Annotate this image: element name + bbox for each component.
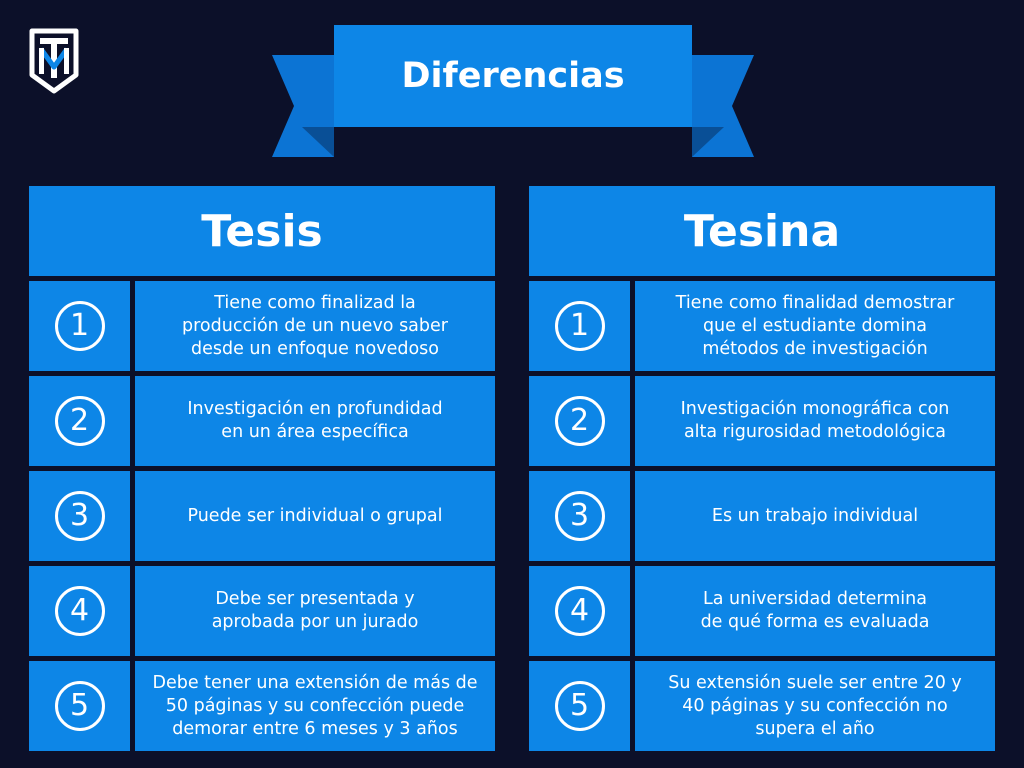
- list-item: [29, 566, 495, 656]
- number-badge: 5: [555, 681, 605, 731]
- list-item: [529, 566, 995, 656]
- item-text: Es un trabajo individual: [635, 471, 995, 561]
- list-item: [29, 281, 495, 371]
- list-item: [529, 376, 995, 466]
- item-text: Tiene como finalizad la producción de un nuevo saber desde un enfoque novedoso: [135, 281, 495, 371]
- number-badge: 3: [55, 491, 105, 541]
- tesina-column: [529, 186, 995, 739]
- number-badge: 2: [555, 396, 605, 446]
- title-ribbon: [272, 25, 754, 157]
- number-badge: 3: [555, 491, 605, 541]
- number-badge: 4: [55, 586, 105, 636]
- list-item: [29, 661, 495, 751]
- list-item: [29, 471, 495, 561]
- number-cell: [529, 281, 630, 371]
- number-cell: [529, 661, 630, 751]
- item-text: Debe ser presentada y aprobada por un jurado: [135, 566, 495, 656]
- list-item: [529, 281, 995, 371]
- column-header: Tesis: [29, 186, 495, 276]
- list-item: [529, 471, 995, 561]
- number-cell: [529, 566, 630, 656]
- number-badge: 1: [55, 301, 105, 351]
- item-text: Investigación en profundidad en un área específica: [135, 376, 495, 466]
- item-text: Tiene como finalidad demostrar que el estudiante domina métodos de investigación: [635, 281, 995, 371]
- number-badge: 4: [555, 586, 605, 636]
- column-header: Tesina: [529, 186, 995, 276]
- number-badge: 2: [55, 396, 105, 446]
- item-text: Investigación monográfica con alta rigurosidad metodológica: [635, 376, 995, 466]
- number-badge: 1: [555, 301, 605, 351]
- number-badge: 5: [55, 681, 105, 731]
- item-text: Su extensión suele ser entre 20 y 40 páginas y su confección no supera el año: [635, 661, 995, 751]
- number-cell: [29, 661, 130, 751]
- number-cell: [529, 471, 630, 561]
- number-cell: [29, 376, 130, 466]
- number-cell: [29, 471, 130, 561]
- list-item: [529, 661, 995, 751]
- tesis-column: [29, 186, 495, 739]
- item-text: Debe tener una extensión de más de 50 páginas y su confección puede demorar entre 6 meses y 3 años: [135, 661, 495, 751]
- number-cell: [29, 281, 130, 371]
- number-cell: [529, 376, 630, 466]
- item-text: La universidad determina de qué forma es evaluada: [635, 566, 995, 656]
- number-cell: [29, 566, 130, 656]
- tm-shield-logo: [28, 27, 80, 95]
- list-item: [29, 376, 495, 466]
- item-text: Puede ser individual o grupal: [135, 471, 495, 561]
- ribbon-title: Diferencias: [401, 56, 625, 96]
